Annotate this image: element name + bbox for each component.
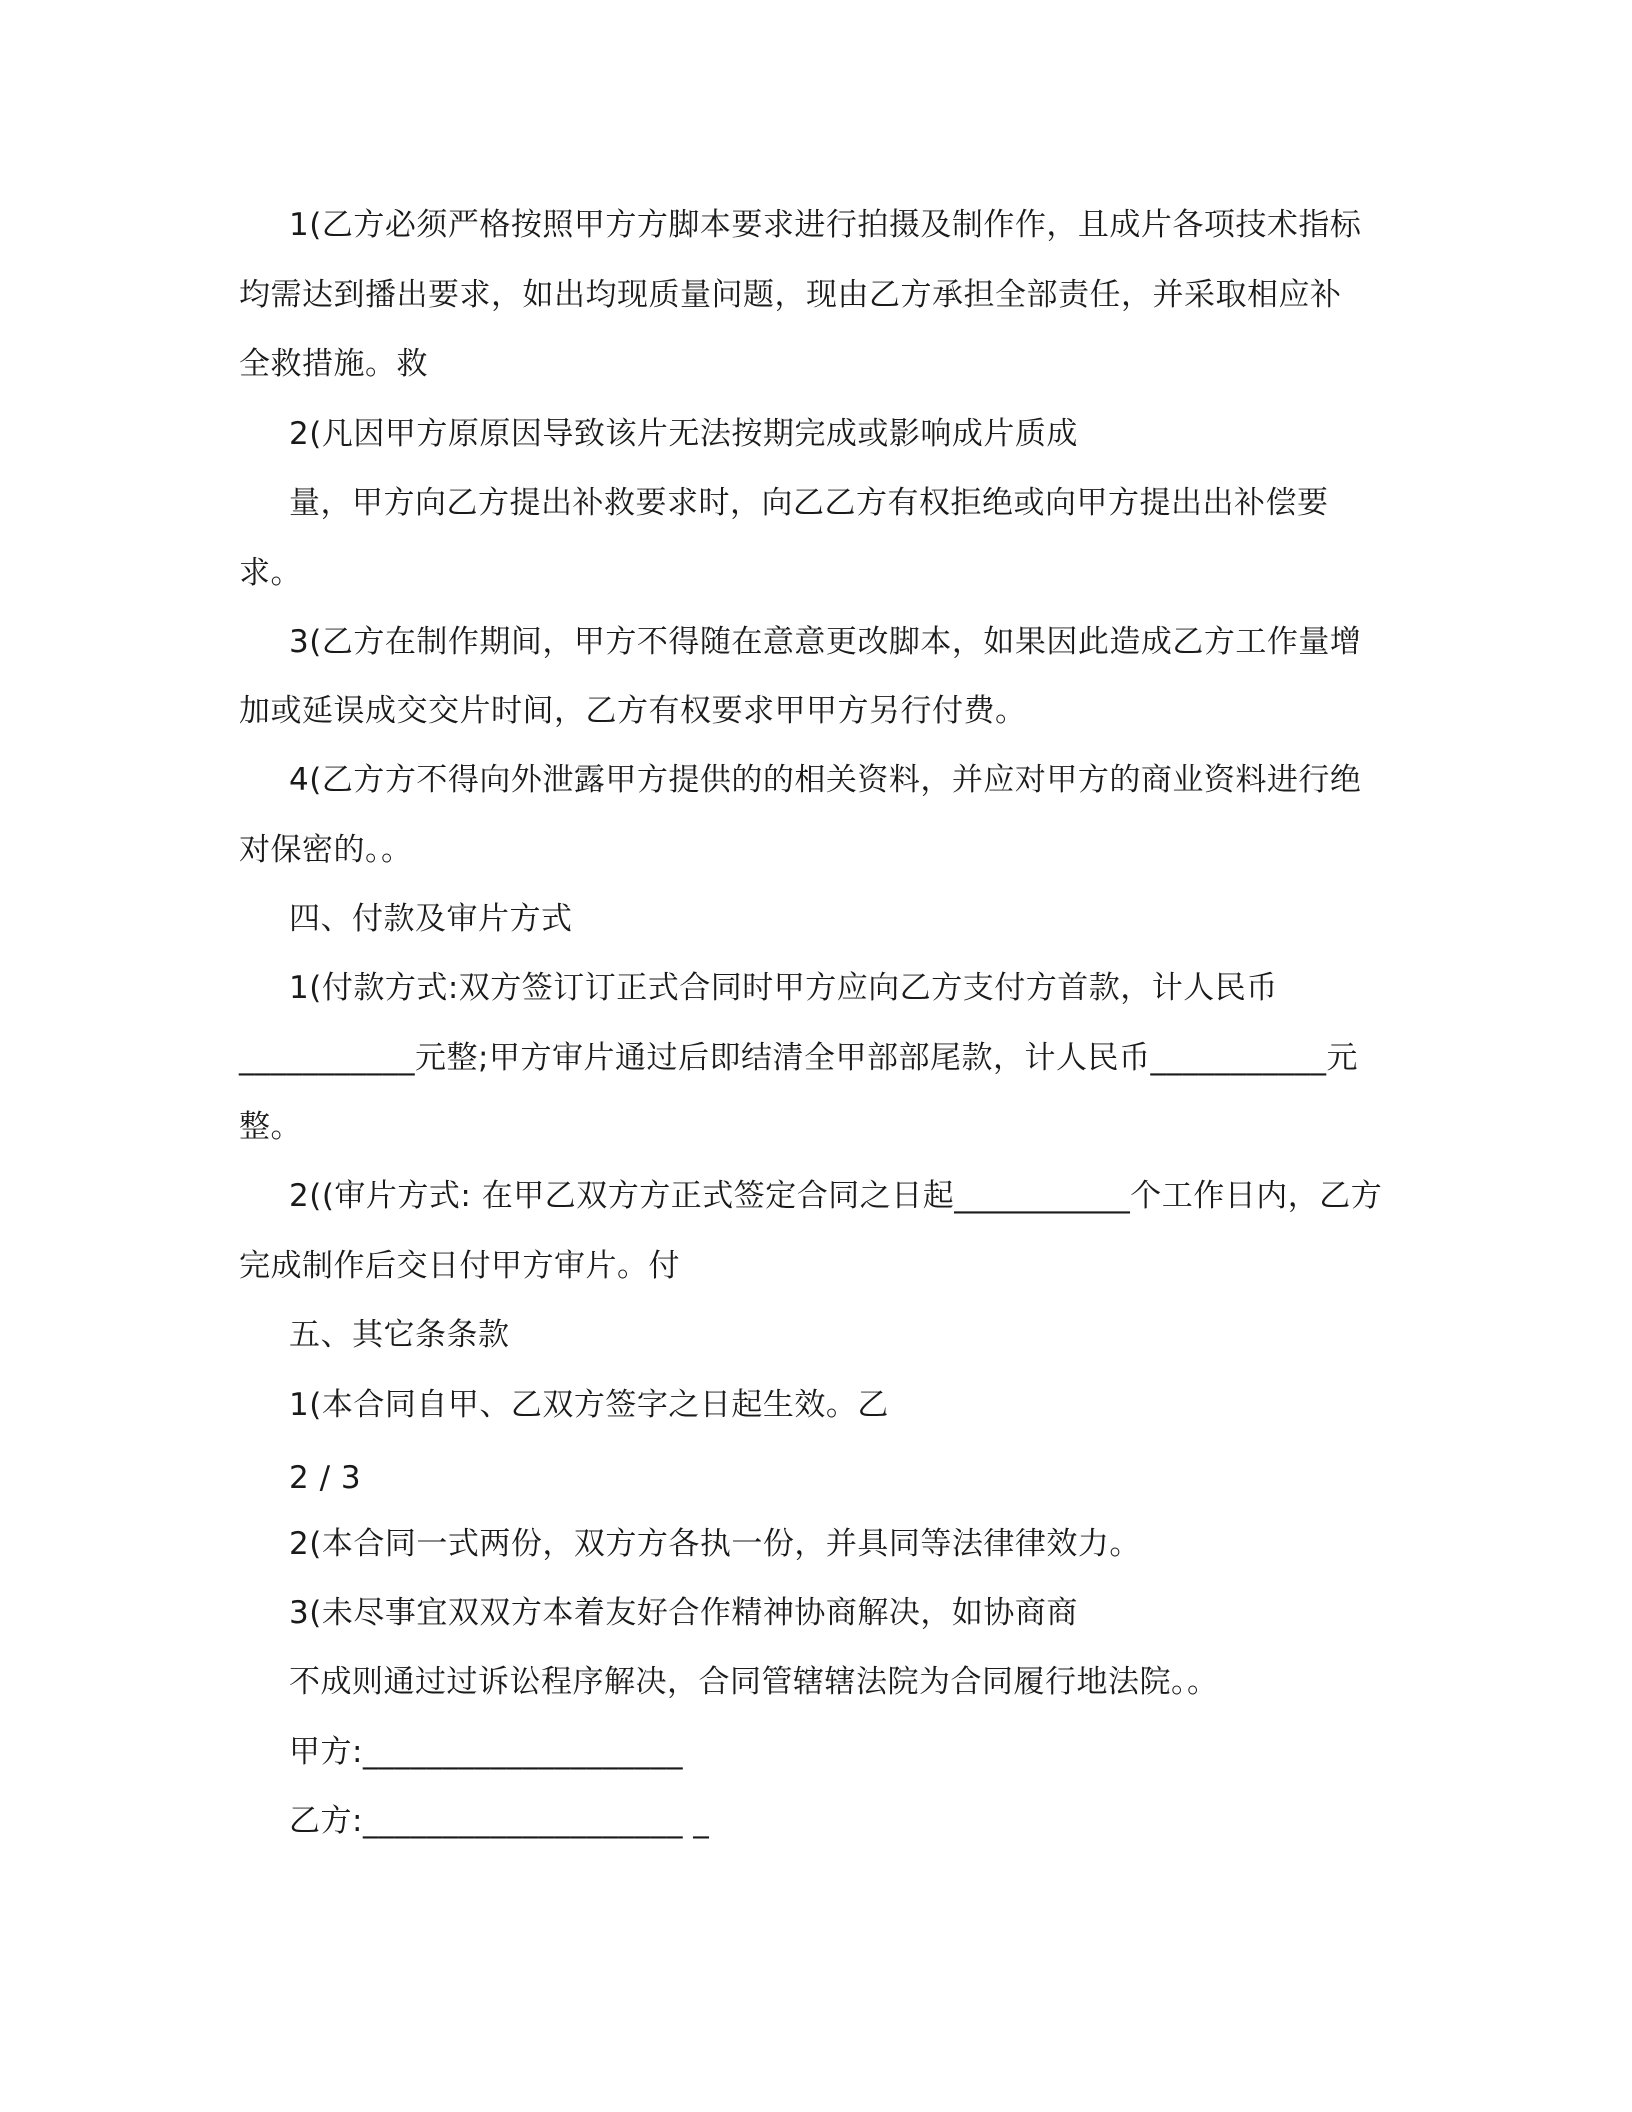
text-line-10: 对保密的。。: [239, 832, 413, 868]
text-line-7: 3(乙方在制作期间，甲方不得随在意意更改脚本，如果因此造成乙方工作量增: [289, 624, 1362, 660]
text-line-13: ___________元整;甲方审片通过后即结清全甲部部尾款，计人民币___________元: [239, 1040, 1358, 1076]
text-line-18: 1(本合同自甲、乙双方签字之日起生效。乙: [289, 1387, 889, 1423]
text-line-21: 3(未尽事宜双双方本着友好合作精神协商解决，如协商商: [289, 1595, 1078, 1631]
text-line-9: 4(乙方方不得向外泄露甲方提供的的相关资料，并应对甲方的商业资料进行绝: [289, 762, 1362, 798]
text-line-22: 不成则通过过诉讼程序解决，合同管辖辖法院为合同履行地法院。。: [289, 1664, 1219, 1700]
text-line-16: 完成制作后交日付甲方审片。付: [239, 1248, 680, 1284]
text-line-2: 均需达到播出要求，如出均现质量问题，现由乙方承担全部责任，并采取相应补: [239, 277, 1342, 313]
text-line-14: 整。: [239, 1109, 302, 1145]
page-number: 2 / 3: [289, 1460, 362, 1496]
text-line-6: 求。: [239, 555, 302, 591]
text-line-8: 加或延误成交交片时间，乙方有权要求甲甲方另行付费。: [239, 693, 1027, 729]
text-line-4: 2(凡因甲方原原因导致该片无法按期完成或影响成片质成: [289, 416, 1078, 452]
section-heading-payment: 四、付款及审片方式: [289, 901, 573, 937]
party-a-signature-line: 甲方:____________________: [289, 1734, 683, 1770]
text-line-5: 量，甲方向乙方提出补救要求时，向乙乙方有权拒绝或向甲方提出出补偿要: [289, 485, 1329, 521]
text-line-20: 2(本合同一式两份，双方方各执一份，并具同等法律律效力。: [289, 1526, 1141, 1562]
text-line-12: 1(付款方式:双方签订订正式合同时甲方应向乙方支付方首款，计人民币: [289, 970, 1278, 1006]
party-b-signature-line: 乙方:____________________ _: [289, 1803, 710, 1839]
section-heading-other-terms: 五、其它条条款: [289, 1317, 510, 1353]
text-line-3: 全救措施。救: [239, 346, 428, 382]
text-line-1: 1(乙方必须严格按照甲方方脚本要求进行拍摄及制作作，且成片各项技术指标: [289, 207, 1362, 243]
text-line-15: 2((审片方式: 在甲乙双方方正式签定合同之日起___________个工作日内，乙方: [289, 1178, 1383, 1214]
